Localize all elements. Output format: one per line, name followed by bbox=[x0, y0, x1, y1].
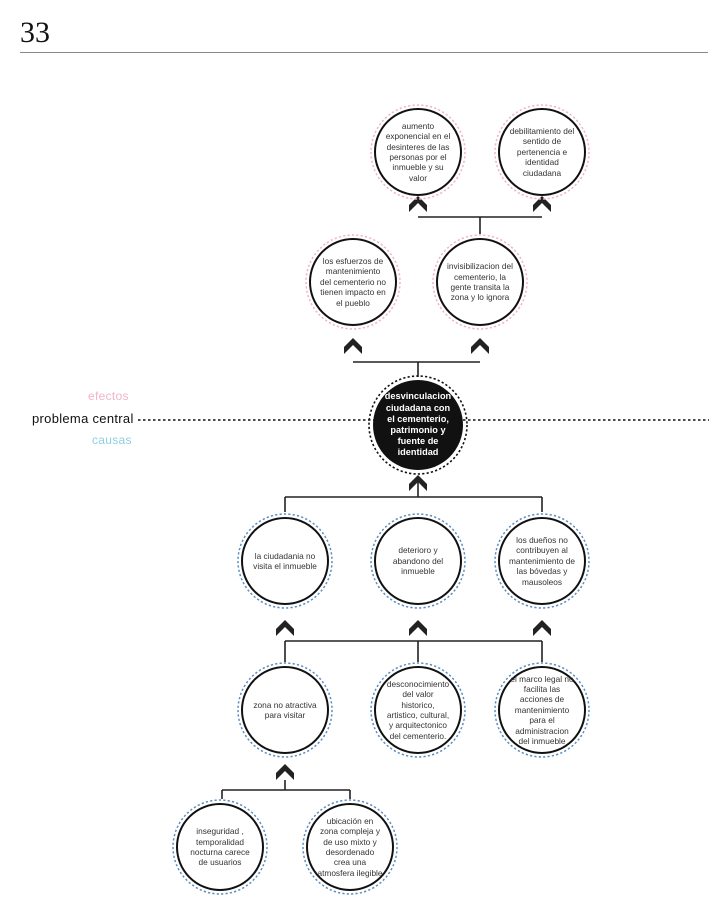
node-label: los dueños no contribuyen al mantenimiento de las bóvedas y mausoleos bbox=[509, 535, 575, 587]
node-label: desconocimiento del valor historico, artistico, cultural, y arquitectonico del cementerio. bbox=[386, 678, 450, 741]
up-arrow-icon bbox=[409, 620, 427, 636]
node-text-effect-mid-1 bbox=[320, 245, 386, 319]
node-text-cause-2-1 bbox=[252, 673, 318, 747]
node-text-cause-1-1 bbox=[252, 524, 318, 598]
up-arrow-icon bbox=[276, 764, 294, 780]
node-label: inseguridad , temporalidad nocturna carece de usuarios bbox=[190, 826, 250, 868]
up-arrow-icon bbox=[533, 620, 551, 636]
node-text-effect-mid-2 bbox=[447, 245, 513, 319]
node-label: aumento exponencial en el desinteres de las personas por el inmueble y su valor bbox=[385, 120, 451, 183]
legend-efectos: efectos bbox=[88, 389, 129, 403]
node-text-core bbox=[383, 386, 453, 464]
up-arrow-icon bbox=[276, 620, 294, 636]
node-text-effect-top-1 bbox=[385, 115, 451, 189]
node-label: desvinculacion ciudadana con el cementerio, patrimonio y fuente de identidad bbox=[384, 391, 452, 458]
legend-causas: causas bbox=[92, 433, 132, 447]
node-text-cause-1-2 bbox=[385, 524, 451, 598]
up-arrow-icon bbox=[471, 338, 489, 354]
node-text-cause-1-3 bbox=[509, 524, 575, 598]
node-label: deterioro y abandono del inmueble bbox=[392, 545, 444, 577]
node-text-cause-3-2 bbox=[317, 810, 383, 884]
node-text-cause-2-3 bbox=[509, 673, 575, 747]
node-label: ubicación en zona compleja y de uso mixto y desordenado crea una atmosfera ilegible bbox=[317, 815, 383, 878]
node-label: zona no atractiva para visitar bbox=[253, 699, 317, 720]
node-text-cause-3-1 bbox=[187, 810, 253, 884]
node-rings bbox=[173, 105, 589, 894]
node-label: invisibilizacion del cementerio, la gente transita la zona y lo ignora bbox=[447, 261, 513, 303]
page-number: 33 bbox=[20, 16, 50, 49]
up-arrow-icon bbox=[344, 338, 362, 354]
node-label: la ciudadania no visita el inmueble bbox=[253, 550, 317, 571]
node-label: debilitamiento del sentido de pertenencia e identidad ciudadana bbox=[509, 126, 575, 178]
node-text-cause-2-2 bbox=[385, 673, 451, 747]
legend-problema-central: problema central bbox=[32, 411, 134, 426]
node-text-effect-top-2 bbox=[509, 115, 575, 189]
node-label: los esfuerzos de mantenimiento del cementerio no tienen impacto en el pueblo bbox=[320, 256, 386, 308]
node-label: el marco legal no facilita las acciones de mantenimiento para el administracion del inmueble bbox=[510, 673, 574, 746]
